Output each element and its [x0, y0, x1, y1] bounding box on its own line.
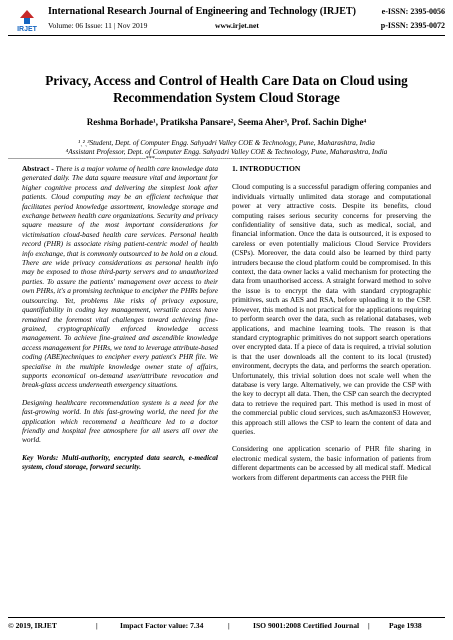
footer-separator: |: [96, 621, 98, 630]
abstract-text: There is a major volume of health care knowledge data generated daily. The data square measure vital and important for higher cognitive process and delivering the simplest look after patients. Cloud computing may be an efficient technique that facilitates period knowledge assortment, knowledge storage and exchange between health care organizations. Security and privacy square measure of the most important considerations for victimisation cloud-based health care services. Personal health record (PHR) is associate rising patient-centric model of health info exchange, that is commonly outsourced to be hold on a cloud. There are wide privacy considerations as personal health info may be exposed to those third-party servers and to unauthorized parties. To assure the patients' management over access to their own PHRs, it's a promising technique to encipher the PHRs before outsourcing. Yet, problems like risks of privacy exposure, quantifiability in coding key management, versatile access have remained the foremost vital challenges toward achieving fine-grained, cryptographically enforced knowledge access management. To achieve fine-grained and ascendible knowledge access management for PHRs, we tend to leverage attribute-based coding (ABE)techniques to encipher every patient's PHR file. We specialise in the multiple knowledge owner state of affairs, supports economical on-demand user/attribute revocation and break-glass access underneath emergency situations.: [22, 164, 219, 390]
header-rule: [8, 35, 445, 36]
keywords-label: Key Words:: [22, 452, 59, 462]
abstract-paragraph-2: Designing healthcare recommendation system is a need for the fast-growing world. In this fast-growing world, the need for the application which recommend a healthcare led to a doctor friendly and hospital free atmosphere for all users all over the world.: [22, 397, 218, 445]
journal-name: International Research Journal of Engineering and Technology (IRJET): [48, 6, 356, 17]
introduction-heading: 1. INTRODUCTION: [232, 164, 301, 173]
title-line-1: Privacy, Access and Control of Health Care Data on Cloud using: [45, 73, 408, 88]
introduction-paragraph-2: Considering one application scenario of PHR file sharing in electronic medical system, the basic information of patients from different departments can be accessed by all medical staff. Medical workers from different departments can access the PHR file: [232, 444, 431, 482]
footer-separator: |: [368, 621, 370, 630]
irjet-logo: [8, 8, 46, 34]
title-line-2: Recommendation System Cloud Storage: [113, 90, 340, 105]
volume-issue: Volume: 06 Issue: 11 | Nov 2019: [48, 21, 148, 30]
right-column: [232, 164, 431, 490]
introduction-paragraph-1: Cloud computing is a successful paradigm offering companies and individuals virtually unlimited data storage and computational power at very attractive costs. Despite its benefits, cloud computing raises serious security concerns for preserving the confidentiality of sensitive data, such as medical, social, and financial information. Once the data is outsourced, it is exposed to careless or even potentially malicious Cloud Service Providers (CSPs). Moreover, the data could also be learned by third party intruders because the cloud platform could be compromised. In this context, the data owner lacks a valid mechanism for protecting the data from unauthorised access. A straight forward method to solve the issue is to encrypt the data with standard cryptographic primitives, such as AES and RSA, before uploading it to the CSP. However, this method is not practical for the applications requiring to perform search over the data, such as relational databases, web applications, and machine learning tools. The reason is that standard cryptographic primitives do not support search operations over encrypted data. If a piece of data is required, a trivial solution is that the user downloads all the content to its local (trusted) environment, decrypts the data, and performs the search operation. Unfortunately, this trivial solution does not scale well when the database is very large. Alternatively, we can provide the CSP with the key to decrypt all data. Then, the CSP can search the decrypted data to retrieve the required part. This method is used in most of the commercial public cloud services, such asAmazonS3 However, this approach still allows the CSP to learn the content of data and queries.: [232, 182, 431, 436]
footer-copyright: © 2019, IRJET: [8, 621, 57, 630]
footer-iso: ISO 9001:2008 Certified Journal: [253, 621, 360, 630]
paper-title: [20, 72, 433, 106]
footer-impact-factor: Impact Factor value: 7.34: [120, 621, 204, 630]
page-footer: [8, 621, 445, 633]
affiliation-students: ¹ˎ²ˎ³Student, Dept. of Computer Engg. Sahyadri Valley COE & Technology, Pune, Maharashtra, India: [78, 138, 375, 147]
footer-page-number: Page 1938: [389, 621, 422, 630]
affiliation-professor: ⁴Assistant Professor, Dept. of Computer Engg. Sahyadri Valley COE & Technology, Pune, Maharashtra, India: [65, 147, 388, 156]
left-column: [22, 164, 218, 480]
keywords-paragraph: [22, 453, 218, 472]
e-issn: e-ISSN: 2395-0056: [381, 7, 445, 16]
abstract-label: Abstract -: [22, 164, 54, 173]
journal-header: [0, 0, 453, 42]
author-list: Reshma Borhade¹, Pratiksha Pansare², Seema Aher³, Prof. Sachin Dighe⁴: [86, 117, 367, 127]
abstract-paragraph: [22, 164, 218, 390]
journal-website[interactable]: www.irjet.net: [215, 21, 259, 30]
footer-separator: |: [228, 621, 230, 630]
footer-rule: [8, 617, 445, 618]
logo-text: IRJET: [17, 26, 37, 33]
section-separator: ---------------------------------------------------------------------***---------------------------------------------------------------------: [8, 156, 293, 162]
keywords-text: Multi-authority, encrypted data search, e-medical system, cloud storage, forward security.: [22, 452, 218, 472]
p-issn: p-ISSN: 2395-0072: [380, 21, 445, 30]
